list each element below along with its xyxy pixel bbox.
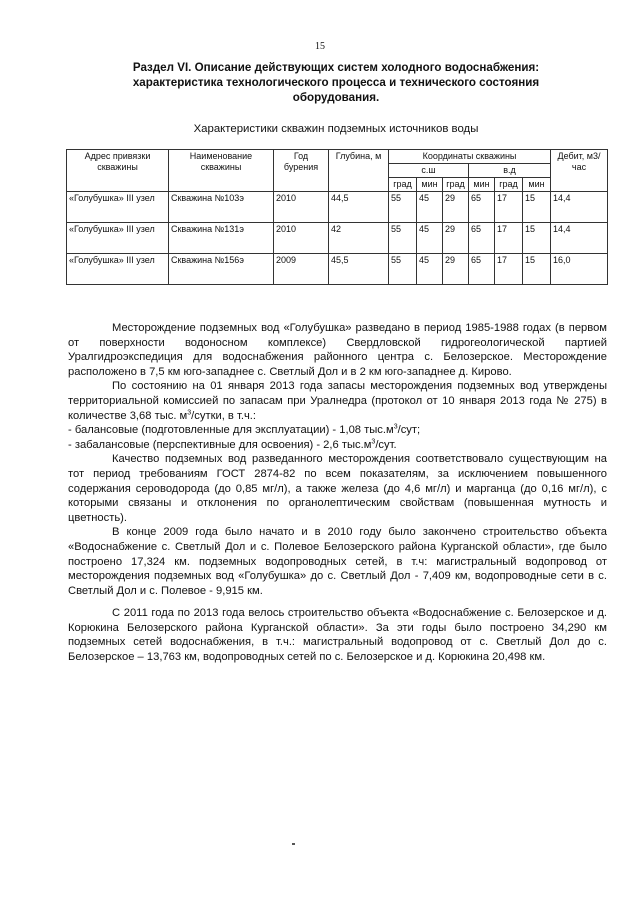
cell-year: 2010 (274, 192, 329, 223)
header-e-min: мин (469, 178, 495, 192)
offbalance-unit-sup: 3 (371, 438, 376, 446)
header-address: Адрес привязки скважины (67, 150, 169, 192)
cell-e-min: 65 (469, 223, 495, 254)
header-depth: Глубина, м (329, 150, 389, 192)
paragraph-deposit: Месторождение подземных вод «Голубушка» разведано в период 1985-1988 годах (в первом от поверхности водоносном комплексе) Свердловской гидрогеологической партией Уралгидроэкспедиция для водоснабжения районного центра с. Белозерское. Месторождение расположено в 7,5 км юго-западнее с. Светлый Дол и в 2 км юго-западнее д. Кирово. (68, 322, 607, 378)
cell-address: «Голубушка» III узел (67, 254, 169, 285)
reserves-text: По состоянию на 01 января 2013 года запасы месторождения подземных вод утверждены территориальной комиссией по запасам при Уралнедра (протокол от 10 января 2013 года № 275) в количестве 3,68 тыс. м (68, 380, 607, 422)
reserves-text-end: /сутки, в т.ч.: (191, 409, 257, 422)
paragraph-quality: Качество подземных вод разведанного месторождения соответствовало существующим на тот период требованиям ГОСТ 2874-82 по всем показателям, за исключением повышенного содержания сероводорода (до 0,85 мг/л), а также железа (до 4,6 мг/л) и марганца (до 0,16 мг/л), с которыми связаны и отклонения по органолептическим свойствам (повышенная мутность и цветность). (68, 453, 607, 524)
cell-address: «Голубушка» III узел (67, 192, 169, 223)
wells-table (66, 149, 608, 285)
cell-e-min-2: 15 (523, 254, 551, 285)
section-title (96, 60, 576, 105)
cell-e-min: 65 (469, 192, 495, 223)
offbalance-text: - забалансовые (перспективные для освоения) - 2,6 тыс.м (68, 438, 372, 451)
cell-e-deg: 17 (495, 254, 523, 285)
offbalance-text-end: /сут. (375, 438, 397, 451)
header-e-deg: град (495, 178, 523, 192)
cell-depth: 42 (329, 223, 389, 254)
header-n-deg: град (389, 178, 417, 192)
table-row (67, 192, 608, 223)
reserves-unit-sup: 3 (187, 408, 192, 416)
cell-debit: 16,0 (551, 254, 608, 285)
cell-year: 2009 (274, 254, 329, 285)
section-title-line-1: Раздел VI. Описание действующих систем холодного водоснабжения: (132, 61, 540, 74)
header-n-min: мин (417, 178, 443, 192)
cell-e-deg: 17 (495, 223, 523, 254)
cell-n-min: 45 (417, 192, 443, 223)
cell-depth: 45,5 (329, 254, 389, 285)
cell-e-min-2: 15 (523, 192, 551, 223)
cell-n-deg: 55 (389, 254, 417, 285)
cell-n-deg-2: 29 (443, 192, 469, 223)
table-row (67, 223, 608, 254)
cell-n-min: 45 (417, 223, 443, 254)
footer-mark (292, 843, 295, 845)
cell-name: Скважина №156э (169, 254, 274, 285)
cell-debit: 14,4 (551, 192, 608, 223)
cell-n-min: 45 (417, 254, 443, 285)
balance-text: - балансовые (подготовленные для эксплуатации) - 1,08 тыс.м (68, 424, 394, 437)
cell-e-min: 65 (469, 254, 495, 285)
cell-n-deg-2: 29 (443, 254, 469, 285)
header-east-longitude: в.д (469, 164, 551, 178)
paragraph-reserves (68, 379, 607, 423)
cell-name: Скважина №103э (169, 192, 274, 223)
cell-n-deg: 55 (389, 223, 417, 254)
table-header-row (67, 150, 608, 164)
cell-e-min-2: 15 (523, 223, 551, 254)
header-n-deg-2: град (443, 178, 469, 192)
cell-name: Скважина №131э (169, 223, 274, 254)
cell-n-deg: 55 (389, 192, 417, 223)
header-e-min-2: мин (523, 178, 551, 192)
header-north-latitude: с.ш (389, 164, 469, 178)
cell-year: 2010 (274, 223, 329, 254)
header-debit: Дебит, м3/час (551, 150, 608, 192)
paragraph-construction-2009: В конце 2009 года было начато и в 2010 году было закончено строительство объекта «Водоснабжение с. Светлый Дол и с. Полевое Белозерского района Курганской области», где было построено 17,324 км. подземных водопроводных сетей, в т.ч: магистральный водопровод от месторождения подземных вод «Голубушка» до с. Светлый Дол - 7,409 км, водопроводные сети в с. Светлый Дол и с. Полевое - 9,915 км. (68, 526, 607, 597)
cell-n-deg-2: 29 (443, 223, 469, 254)
cell-debit: 14,4 (551, 223, 608, 254)
cell-depth: 44,5 (329, 192, 389, 223)
table-caption: Характеристики скважин подземных источников воды (193, 123, 479, 135)
list-item-balance (68, 423, 607, 438)
header-name: Наименование скважины (169, 150, 274, 192)
section-title-line-2: характеристика технологического процесса и технического состояния (132, 76, 540, 89)
cell-e-deg: 17 (495, 192, 523, 223)
cell-address: «Голубушка» III узел (67, 223, 169, 254)
list-item-offbalance (68, 438, 607, 453)
table-row (67, 254, 608, 285)
header-coordinates: Координаты скважины (389, 150, 551, 164)
balance-unit-sup: 3 (393, 423, 398, 431)
paragraph-construction-2011: С 2011 года по 2013 года велось строительство объекта «Водоснабжение с. Белозерское и д. Корюкина Белозерского района Курганской области». За эти годы было построено 34,290 км подземных сетей водоснабжения, в т.ч.: магистральный водопровод от с. Светлый Дол до с. Белозерское – 13,763 км, водопроводных сетей по с. Белозерское и д. Корюкина 20,498 км. (68, 607, 607, 664)
section-title-line-3: оборудования. (292, 91, 380, 104)
body-text (68, 321, 607, 665)
balance-text-end: /сут; (397, 424, 421, 437)
page-number: 15 (315, 41, 325, 52)
header-year: Год бурения (274, 150, 329, 192)
